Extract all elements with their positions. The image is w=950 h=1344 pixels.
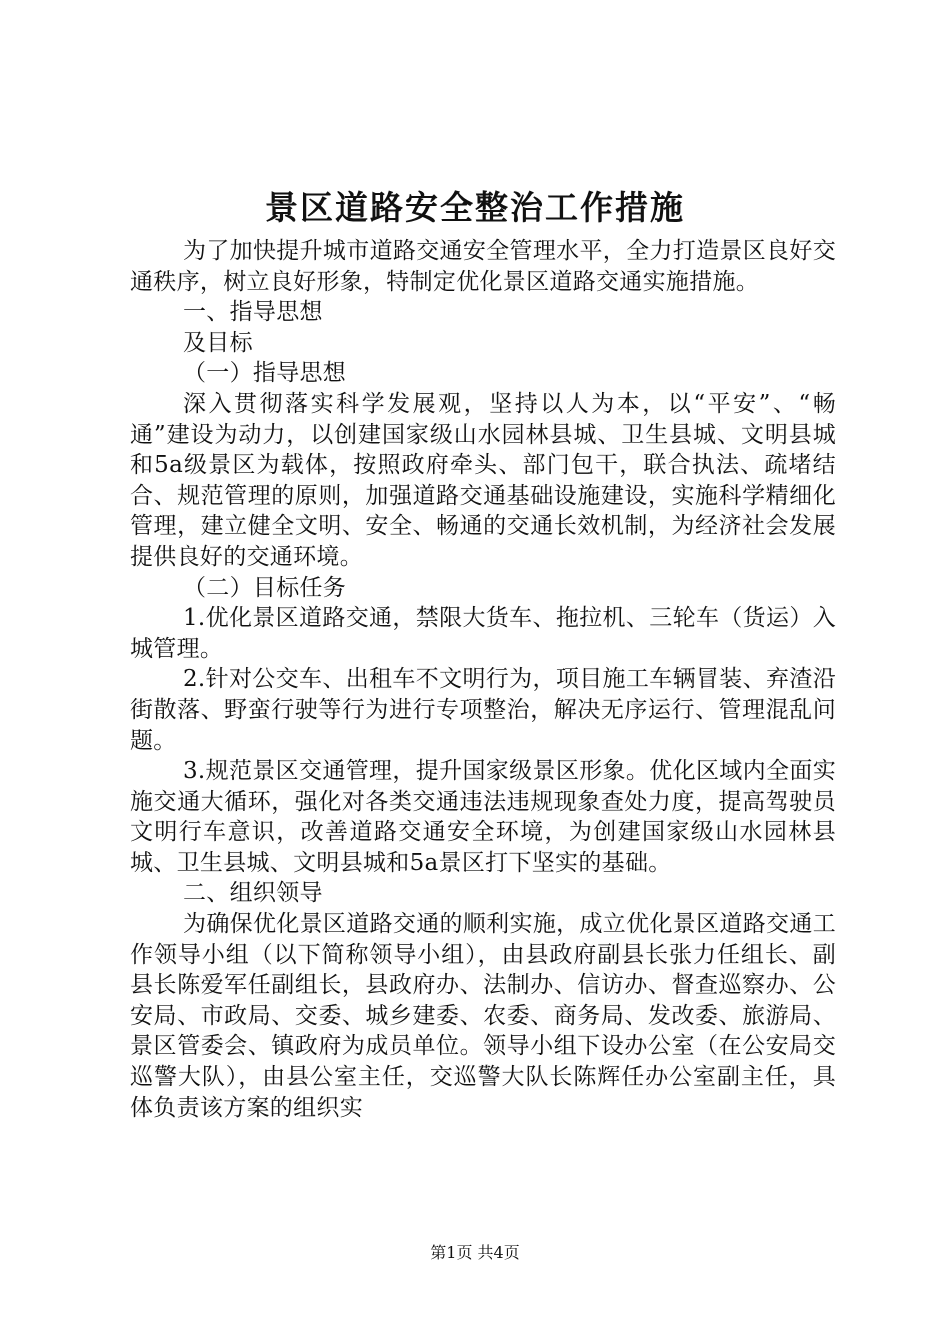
task-item-3: 3.规范景区交通管理，提升国家级景区形象。优化区域内全面实施交通大循环，强化对各类交通违法违规现象查处力度，提高驾驶员文明行车意识，改善道路交通安全环境，为创建国家级山水园林县城、卫生县城、文明县城和5a景区打下坚实的基础。	[130, 758, 836, 876]
subsection-heading-guiding: （一）指导思想	[183, 360, 347, 387]
document-title: 景区道路安全整治工作措施	[265, 188, 685, 227]
subsection-heading-tasks: （二）目标任务	[183, 574, 347, 601]
task-item-2: 2.针对公交车、出租车不文明行为，项目施工车辆冒装、弃渣沿街散落、野蛮行驶等行为进行专项整治，解决无序运行、管理混乱问题。	[130, 666, 836, 754]
document-body	[130, 236, 836, 1123]
organization-paragraph: 为确保优化景区道路交通的顺利实施，成立优化景区道路交通工作领导小组（以下简称领导小组），由县政府副县长张力任组长、副县长陈爱军任副组长，县政府办、法制办、信访办、督查巡察办、公安局、市政局、交委、城乡建委、农委、商务局、发改委、旅游局、景区管委会、镇政府为成员单位。领导小组下设办公室（在公安局交巡警大队），由县公室主任，交巡警大队长陈辉任办公室副主任，具体负责该方案的组织实	[130, 911, 836, 1121]
section-heading-organization: 二、组织领导	[183, 880, 323, 907]
page-footer: 第1页 共4页	[430, 1243, 520, 1262]
task-item-1: 1.优化景区道路交通，禁限大货车、拖拉机、三轮车（货运）入城管理。	[130, 605, 836, 662]
section-heading-guiding: 一、指导思想	[183, 299, 323, 326]
section-heading-goals: 及目标	[183, 329, 253, 356]
intro-paragraph: 为了加快提升城市道路交通安全管理水平，全力打造景区良好交通秩序，树立良好形象，特制定优化景区道路交通实施措施。	[130, 238, 836, 295]
guiding-paragraph: 深入贯彻落实科学发展观，坚持以人为本，以“平安”、“畅通”建设为动力，以创建国家级山水园林县城、卫生县城、文明县城和5a级景区为载体，按照政府牵头、部门包干，联合执法、疏堵结合、规范管理的原则，加强道路交通基础设施建设，实施科学精细化管理，建立健全文明、安全、畅通的交通长效机制，为经济社会发展提供良好的交通环境。	[130, 390, 836, 570]
